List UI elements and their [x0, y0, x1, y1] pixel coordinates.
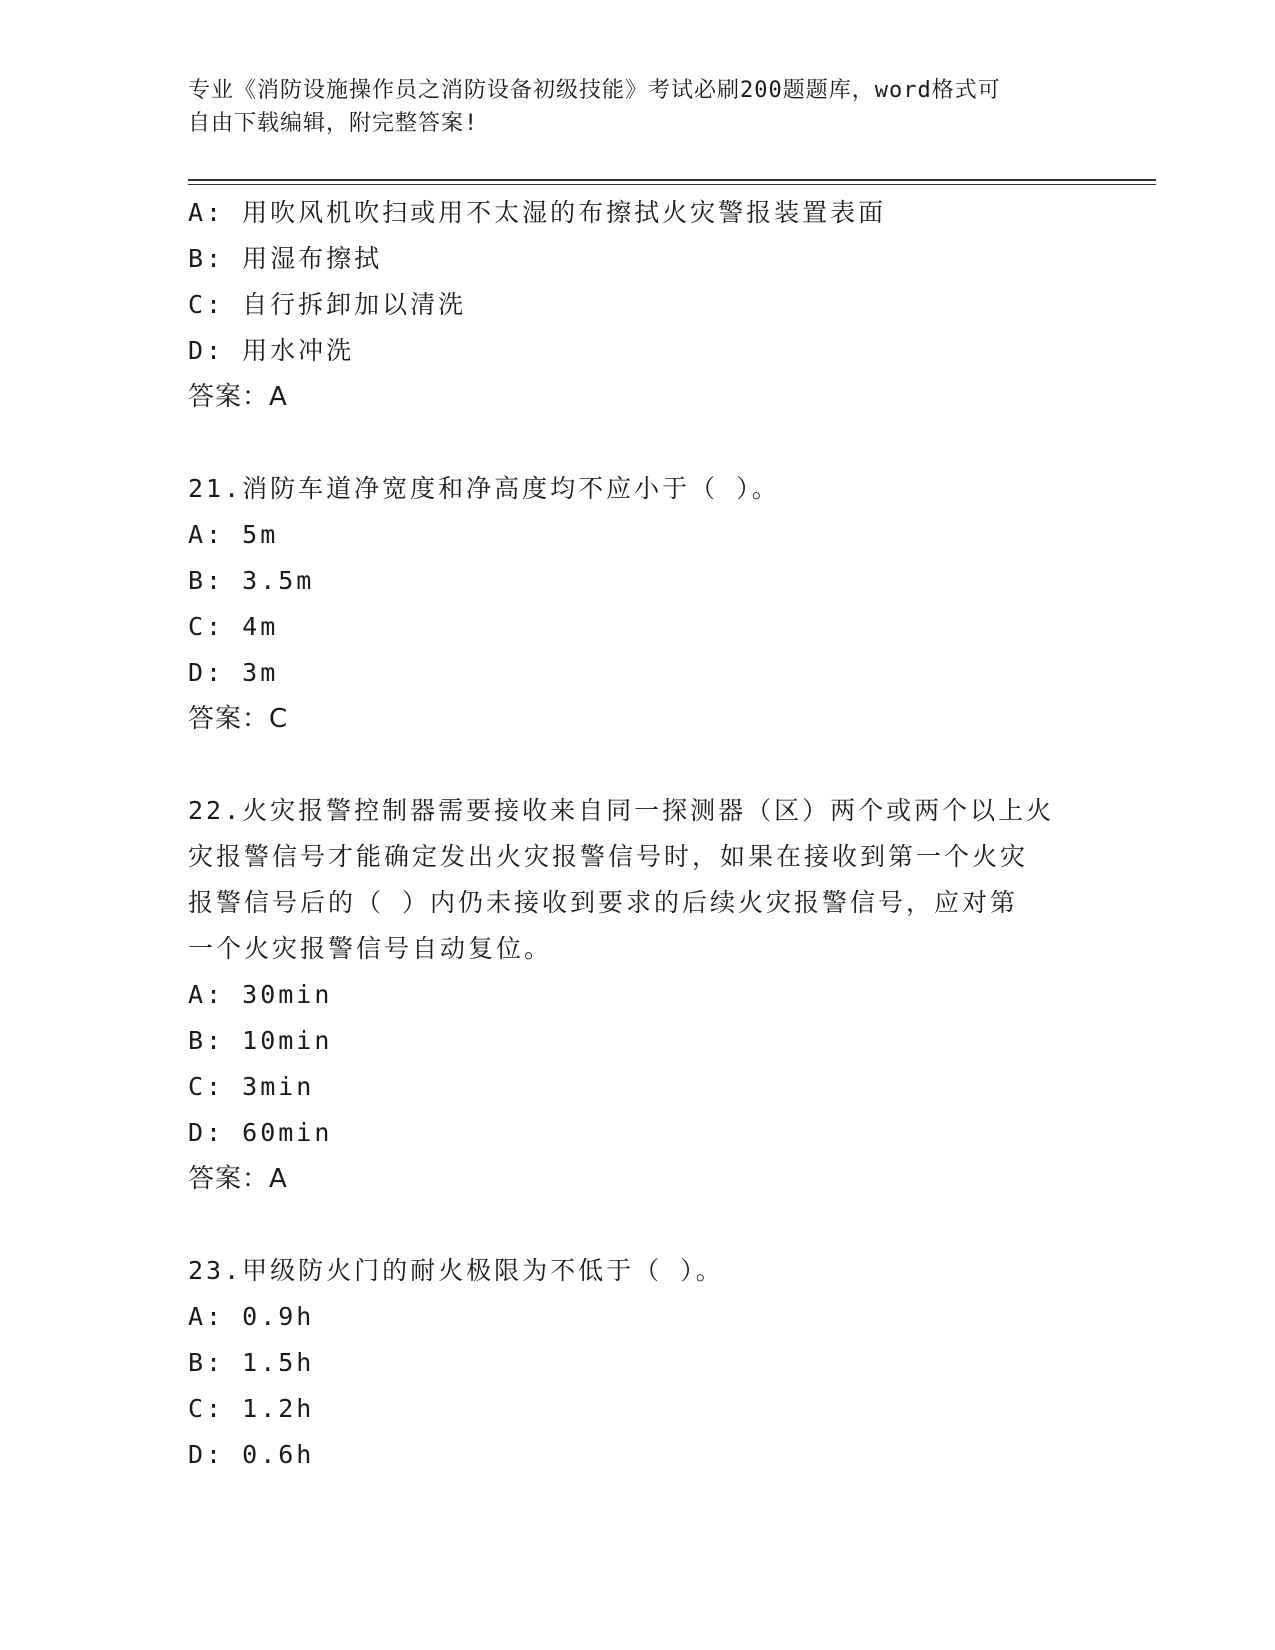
question-text-line-3: 报警信号后的（ ）内仍未接收到要求的后续火灾报警信号，应对第	[188, 888, 1019, 917]
header-line-2: 自由下载编辑，附完整答案!	[188, 111, 479, 136]
question-text: 21.消防车道净宽度和净高度均不应小于（ ）。	[188, 474, 780, 503]
option-c: C: 4m	[188, 612, 279, 641]
question-21	[188, 466, 1088, 742]
spacer	[188, 420, 1088, 466]
question-text-line-4: 一个火灾报警信号自动复位。	[188, 934, 553, 963]
question-content	[188, 190, 1088, 1478]
option-b: B: 用湿布擦拭	[188, 244, 383, 273]
option-d: D: 3m	[188, 658, 279, 687]
option-b: B: 10min	[188, 1026, 333, 1055]
answer: 答案：A	[188, 382, 288, 412]
header-divider-thick	[188, 179, 1156, 181]
option-c: C: 3min	[188, 1072, 315, 1101]
option-a: A: 0.9h	[188, 1302, 315, 1331]
question-23	[188, 1248, 1088, 1478]
option-d: D: 用水冲洗	[188, 336, 355, 365]
option-a: A: 30min	[188, 980, 333, 1009]
option-a: A: 用吹风机吹扫或用不太湿的布擦拭火灾警报装置表面	[188, 198, 887, 227]
question-text-line-2: 灾报警信号才能确定发出火灾报警信号时，如果在接收到第一个火灾	[188, 842, 1029, 871]
header-divider-thin	[188, 184, 1156, 185]
spacer	[188, 1202, 1088, 1248]
question-text: 23.甲级防火门的耐火极限为不低于（ ）。	[188, 1256, 724, 1285]
question-22	[188, 788, 1088, 1202]
option-c: C: 1.2h	[188, 1394, 315, 1423]
header-line-1: 专业《消防设施操作员之消防设备初级技能》考试必刷200题题库，word格式可	[188, 78, 1001, 103]
option-b: B: 3.5m	[188, 566, 315, 595]
option-a: A: 5m	[188, 520, 279, 549]
spacer	[188, 742, 1088, 788]
question-20	[188, 190, 1088, 420]
document-header	[188, 74, 1088, 140]
answer: 答案：A	[188, 1164, 288, 1194]
option-c: C: 自行拆卸加以清洗	[188, 290, 467, 319]
option-d: D: 60min	[188, 1118, 333, 1147]
answer: 答案：C	[188, 704, 289, 734]
question-text-line-1: 22.火灾报警控制器需要接收来自同一探测器（区）两个或两个以上火	[188, 796, 1055, 825]
option-d: D: 0.6h	[188, 1440, 315, 1469]
option-b: B: 1.5h	[188, 1348, 315, 1377]
